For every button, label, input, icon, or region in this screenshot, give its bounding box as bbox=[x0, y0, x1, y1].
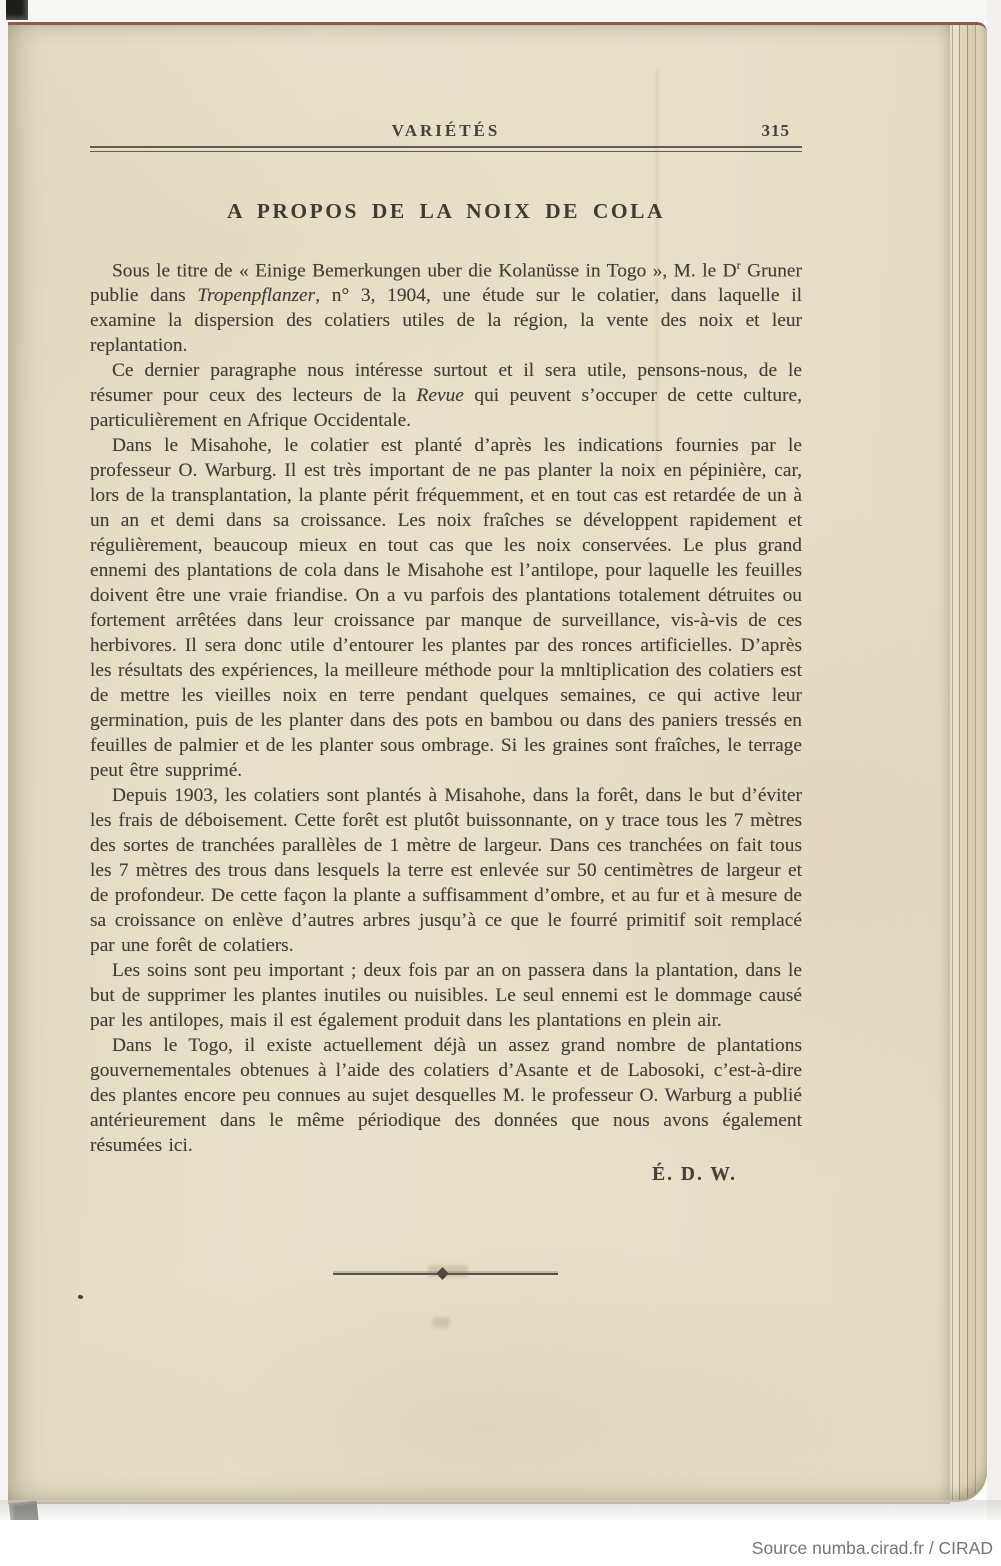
article-signature: É. D. W. bbox=[652, 1164, 737, 1186]
page-number: 315 bbox=[761, 121, 790, 140]
section-title: VARIÉTÉS bbox=[391, 121, 501, 140]
show-through-mark bbox=[428, 1265, 468, 1277]
paragraph: Sous le titre de « Einige Bemerkungen uber die Kolanüsse in Togo », M. le $D^r$ Gruner publie dans Tropenpflanzer, n° 3, 1904, une étude sur le colatier, dans laquelle il examine la dispersion des colatiers utiles de la région, la vente des noix et leur replantation. bbox=[90, 258, 803, 357]
source-credit: Source numba.cirad.fr / CIRAD bbox=[751, 1538, 993, 1558]
credit-bar bbox=[0, 1520, 1001, 1566]
backdrop-left bbox=[0, 0, 8, 1520]
article-body bbox=[90, 253, 802, 1187]
paragraph: Depuis 1903, les colatiers sont plantés à Misahohe, dans la forêt, dans le but d’éviter les frais de déboisement. Cette forêt est plutôt buissonnante, on y trace tous les 7 mètres des sortes de tranchées parallèles de 1 mètre de largeur. Dans ces tranchées on fait tous les 7 mètres des trous dans lesquels la terre est enlevée sur 50 centimètres de largeur et de profondeur. De cette façon la plante a suffisamment d’ombre, et au fur et à mesure de sa croissance on enlève d’autres arbres jusqu’à ce que le fourré primitif soit remplacé par une forêt de colatiers. bbox=[90, 785, 802, 957]
paragraph: Dans le Misahohe, le colatier est planté d’après les indications fournies par le professeur O. Warburg. Il est très important de ne pas planter la noix en pépinière, car, lors de la transplantation, la plante périt fréquemment, et en tout cas est retardée de un à un an et demi dans sa croissance. Les noix fraîches se développent rapidement et régulièrement, beaucoup mieux en tout cas que les noix conservées. Le plus grand ennemi des plantations de cola dans le Misahohe est l’antilope, pour laquelle les feuilles doivent être une vraie friandise. On a vu parfois des plantations totalement détruites ou fortement arrêtées dans leur croissance par manque de surveillance, vis-à-vis de ces herbivores. Il sera donc utile d’entourer les plantes par des ronces artificielles. D’après les résultats des expériences, la meilleure méthode pour la mnltiplication des colatiers est de mettre les vieilles noix en terre pendant quelques semaines, ce qui active leur germination, puis de les planter dans des pots en bambou ou dans des paniers tressés en feuilles de palmier et de les planter sous ombrage. Si les graines sont fraîches, le terrage peut être supprimé. bbox=[90, 435, 802, 782]
backdrop-top bbox=[0, 0, 1001, 22]
show-through-mark bbox=[432, 1317, 450, 1328]
paragraph: Dans le Togo, il existe actuellement déjà un assez grand nombre de plantations gouvernementales obtenues à l’aide des colatiers d’Asante et de Labosoki, c’est-à-dire des plantes encore peu connues au sujet desquelles M. le professeur O. Warburg a publié antérieurement dans le même périodique des données que nous avons également résumées ici. bbox=[90, 1035, 802, 1157]
backdrop-right bbox=[987, 0, 1001, 1520]
header-rule bbox=[90, 146, 802, 152]
ink-speck bbox=[77, 1294, 83, 1299]
book-binding-clamp bbox=[6, 0, 28, 20]
book-page-scan bbox=[8, 22, 950, 1504]
paragraph: Les soins sont peu important ; deux fois par an on passera dans la plantation, dans le but de supprimer les plantes inutiles ou nuisibles. Le seul ennemi est le dommage causé par les antilopes, mais il est également produit dans les plantations en plein air. bbox=[90, 960, 802, 1032]
page-stack-edges bbox=[946, 22, 987, 1502]
article-title: A PROPOS DE LA NOIX DE COLA bbox=[227, 199, 665, 223]
paragraph: Ce dernier paragraphe nous intéresse surtout et il sera utile, pensons-nous, de le résumer pour ceux des lecteurs de la Revue qui peuvent s’occuper de cette culture, particulièrement en Afrique Occidentale. bbox=[90, 360, 802, 432]
page-header bbox=[90, 121, 802, 145]
